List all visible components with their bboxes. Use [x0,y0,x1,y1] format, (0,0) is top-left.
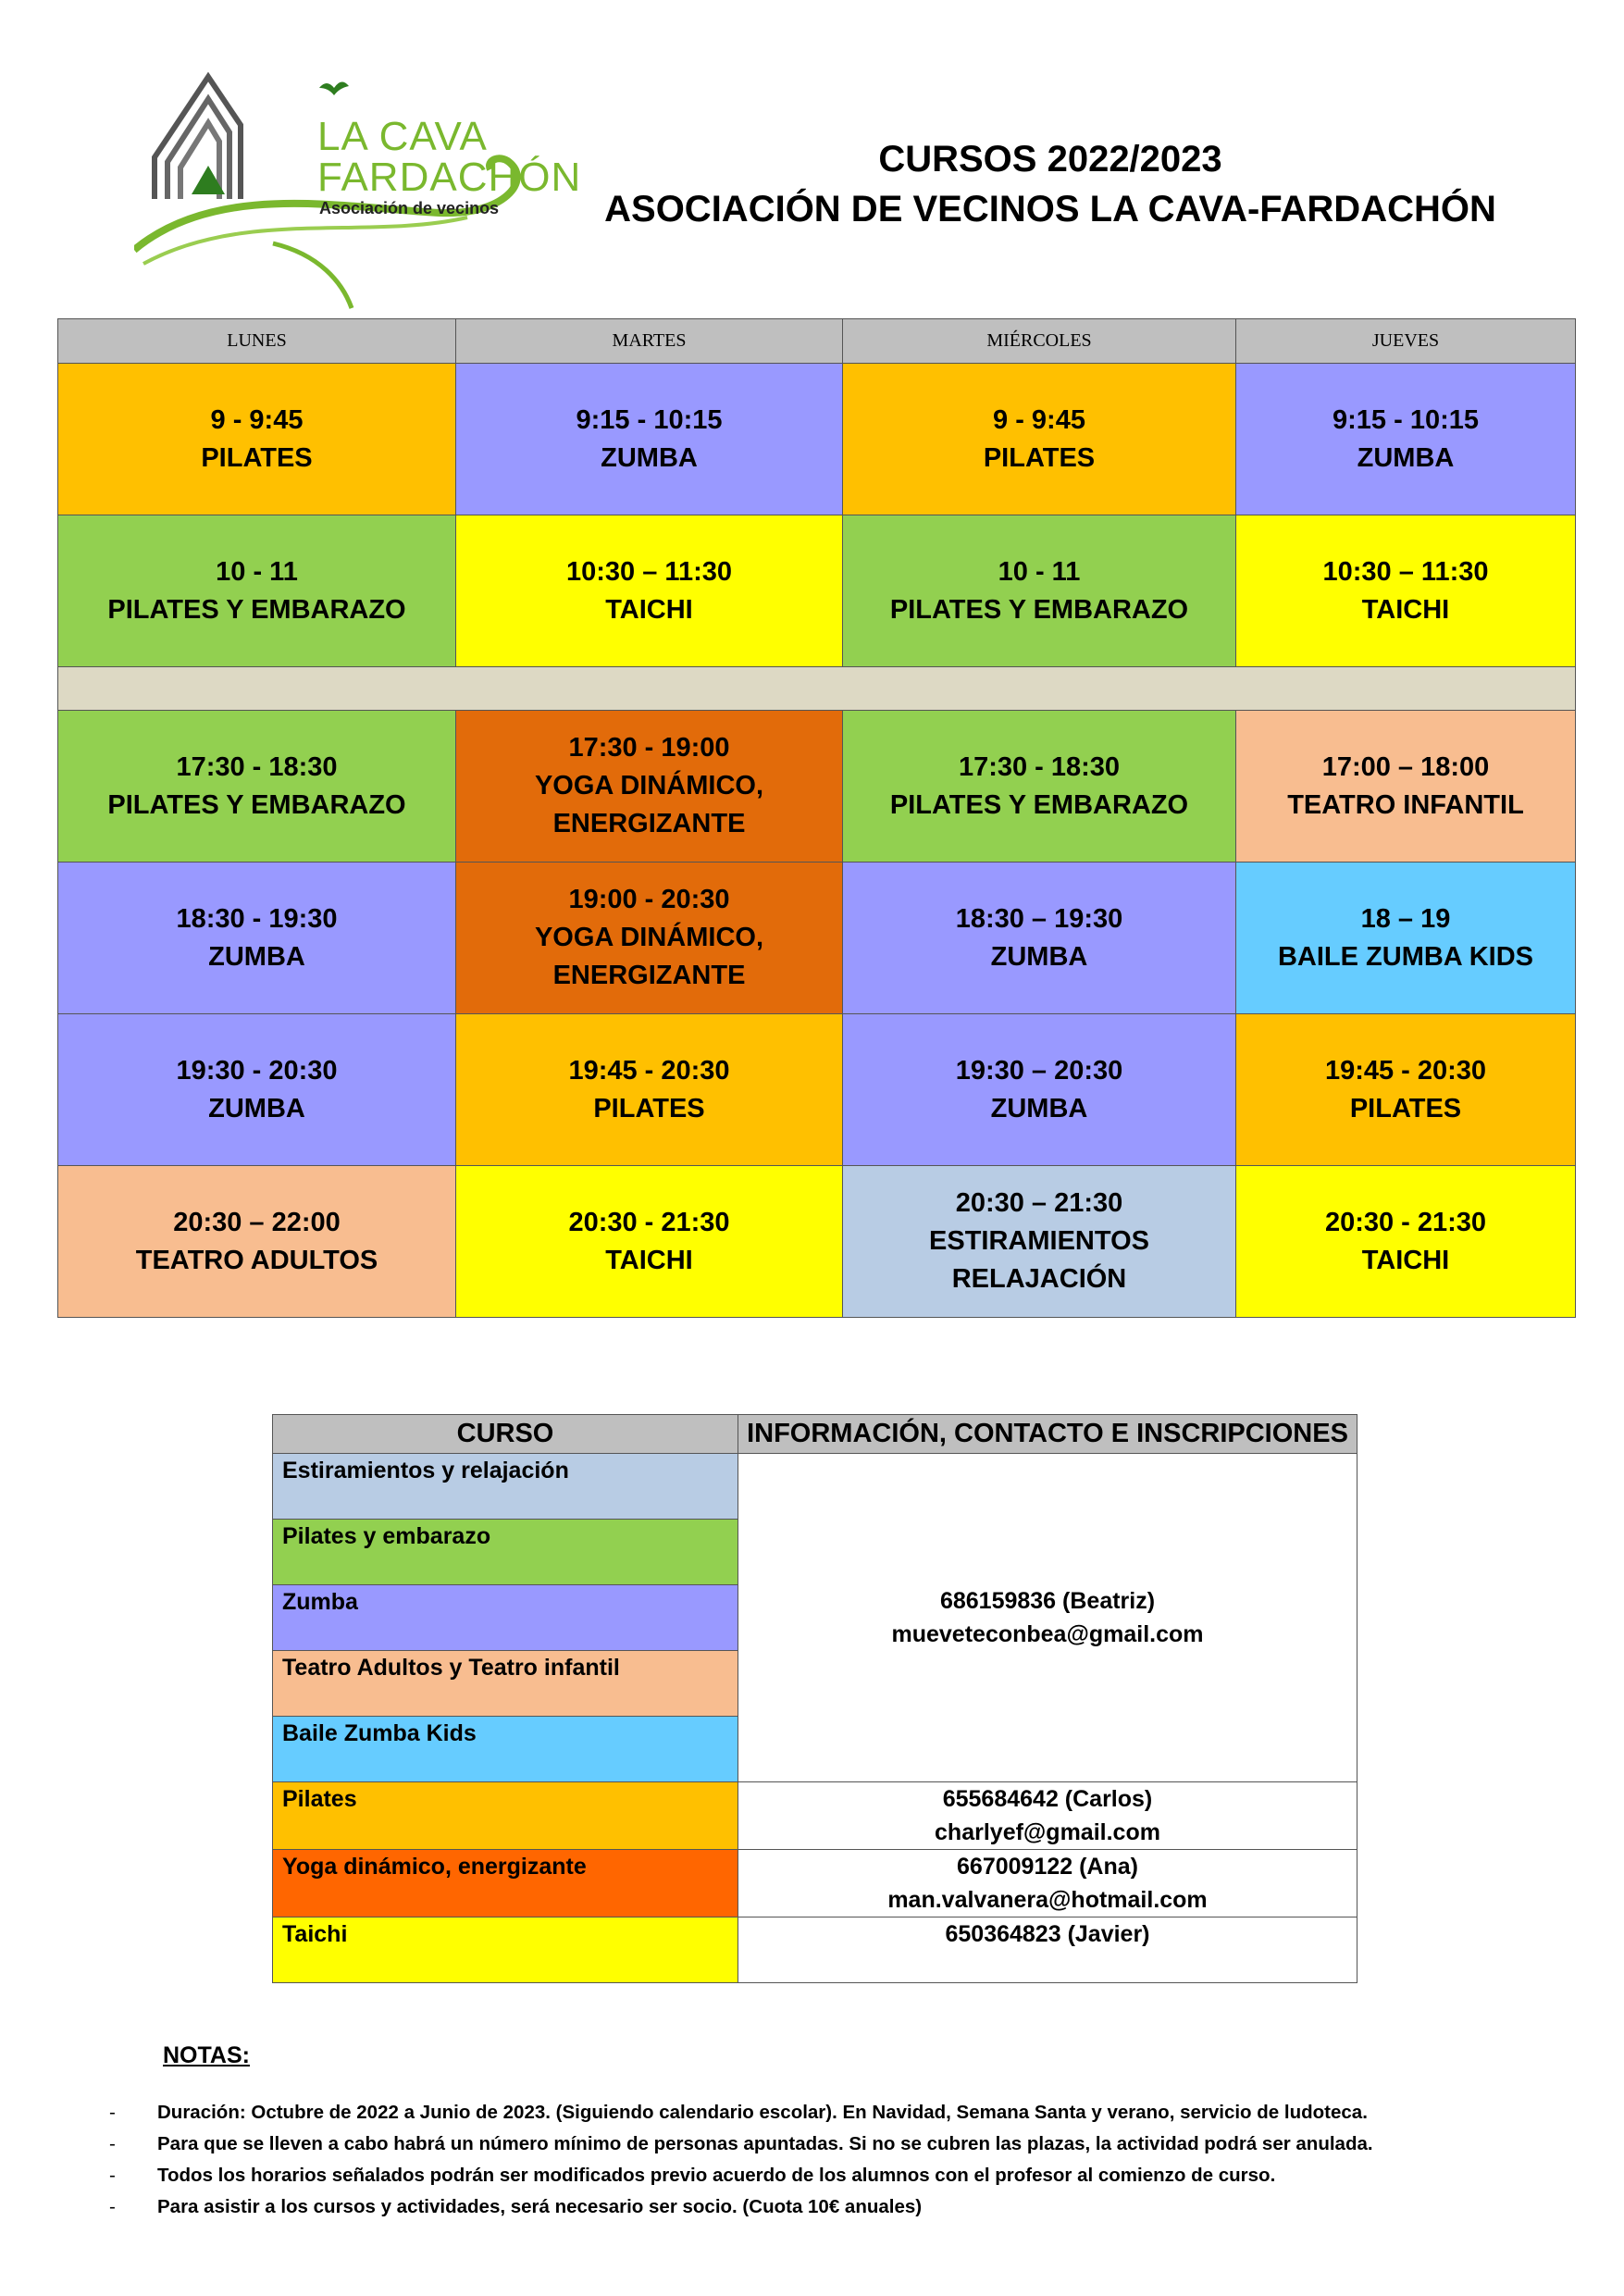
table-row [273,1917,1357,1983]
class-slot-cell [843,863,1236,1014]
class-time: 10:30 – 11:30 [1322,556,1489,587]
class-slot-cell [843,711,1236,863]
contact-phone: 686159836 (Beatriz) [939,1588,1156,1614]
class-time: 20:30 - 21:30 [568,1207,730,1237]
class-name: TAICHI [605,1245,693,1275]
class-name: PILATES [201,442,313,473]
course-cell: Estiramientos y relajación [273,1454,738,1520]
contact-cell-beatriz [738,1454,1357,1782]
schedule-row [58,364,1576,515]
class-name: ZUMBA [990,941,1088,972]
schedule-row [58,1014,1576,1166]
course-cell: Baile Zumba Kids [273,1717,738,1782]
class-slot-cell [843,1166,1236,1318]
class-name: TAICHI [1361,1245,1450,1275]
class-name: TAICHI [605,594,693,625]
class-time: 9:15 - 10:15 [1333,404,1479,435]
class-slot-cell [1236,515,1576,667]
table-row [273,1454,1357,1520]
class-time: 18:30 – 19:30 [955,903,1123,934]
association-logo [134,69,582,319]
class-name: PILATES [593,1093,705,1123]
class-name: PILATES Y EMBARAZO [889,594,1189,625]
class-time: 17:00 – 18:00 [1321,751,1490,782]
class-time: 17:30 - 19:00 [568,733,730,763]
title-line-1: CURSOS 2022/2023 [878,139,1222,180]
class-time: 19:45 - 20:30 [1324,1055,1487,1086]
class-name: TEATRO ADULTOS [135,1245,378,1275]
schedule-row [58,1166,1576,1318]
bullet-dash: - [109,2102,116,2123]
class-time: 19:45 - 20:30 [568,1055,730,1086]
class-name: PILATES Y EMBARAZO [107,789,406,820]
schedule-table [57,318,1576,1318]
midday-separator-row [58,667,1576,711]
class-time: 9:15 - 10:15 [576,404,723,435]
class-name: PILATES Y EMBARAZO [107,594,406,625]
class-slot-cell [456,1014,843,1166]
contact-cell-carlos [738,1782,1357,1850]
class-time: 20:30 – 22:00 [173,1207,341,1237]
course-cell: Teatro Adultos y Teatro infantil [273,1651,738,1717]
contact-header-row [273,1415,1357,1454]
title-line-2: ASOCIACIÓN DE VECINOS LA CAVA-FARDACHÓN [604,189,1496,230]
class-time: 20:30 - 21:30 [1324,1207,1487,1237]
table-row [273,1850,1357,1917]
note-item [102,2128,1373,2160]
class-name: ZUMBA [208,1093,305,1123]
class-slot-cell [58,1014,456,1166]
bullet-dash: - [109,2165,116,2186]
class-slot-cell [456,1166,843,1318]
day-header: MIÉRCOLES [843,319,1236,364]
class-slot-cell [456,711,843,863]
class-slot-cell [456,863,843,1014]
notes-list [102,2097,1373,2223]
class-slot-cell [58,1166,456,1318]
class-name: ZUMBA [1357,442,1455,473]
class-slot-cell [58,515,456,667]
class-name: PILATES [983,442,1096,473]
schedule-row [58,863,1576,1014]
contact-table [272,1414,1357,1983]
contact-email: charlyef@gmail.com [935,1819,1160,1845]
day-header: JUEVES [1236,319,1576,364]
class-name: ZUMBA [990,1093,1088,1123]
table-row [273,1782,1357,1850]
class-slot-cell [456,364,843,515]
schedule-header-row [58,319,1576,364]
class-time: 17:30 - 18:30 [176,751,338,782]
notes-title: NOTAS: [163,2042,250,2068]
bullet-dash: - [109,2133,116,2154]
course-cell: Pilates [273,1782,738,1850]
course-cell: Taichi [273,1917,738,1983]
class-slot-cell [1236,711,1576,863]
bullet-dash: - [109,2196,116,2217]
class-slot-cell [843,515,1236,667]
note-item [102,2160,1373,2191]
class-name: YOGA DINÁMICO, [534,771,764,800]
contact-phone: 650364823 (Javier) [945,1921,1150,1947]
schedule-row [58,515,1576,667]
note-item [102,2097,1373,2128]
note-text: Para que se lleven a cabo habrá un número mínimo de personas apuntadas. Si no se cubren las plazas, la actividad podrá ser anulada. [157,2133,1373,2154]
contact-cell-javier [738,1917,1357,1983]
class-time: 19:30 - 20:30 [176,1055,338,1086]
contact-phone: 667009122 (Ana) [957,1854,1138,1880]
course-column-header: CURSO [273,1415,738,1454]
contact-cell-ana [738,1850,1357,1917]
class-time: 17:30 - 18:30 [958,751,1121,782]
class-time: 18 – 19 [1360,903,1451,934]
class-time: 20:30 – 21:30 [955,1188,1123,1218]
class-time: 19:30 – 20:30 [955,1055,1123,1086]
class-name: BAILE ZUMBA KIDS [1277,941,1534,972]
schedule-row [58,711,1576,863]
course-cell: Yoga dinámico, energizante [273,1850,738,1917]
class-name: TEATRO INFANTIL [1287,789,1524,820]
contact-email: mueveteconbea@gmail.com [891,1621,1204,1647]
note-text: Duración: Octubre de 2022 a Junio de 2023. (Siguiendo calendario escolar). En Navidad, Semana Santa y verano, servicio de ludoteca. [157,2102,1368,2123]
contact-phone: 655684642 (Carlos) [942,1786,1153,1812]
contact-column-header: INFORMACIÓN, CONTACTO E INSCRIPCIONES [738,1415,1357,1454]
class-name: ZUMBA [601,442,698,473]
class-slot-cell [456,515,843,667]
contact-email: man.valvanera@hotmail.com [887,1887,1208,1913]
day-header: LUNES [58,319,456,364]
logo-line-1: LA CAVA [317,114,488,159]
class-name: PILATES Y EMBARAZO [889,789,1189,820]
class-time: 9 - 9:45 [210,404,304,435]
class-name: ENERGIZANTE [552,961,746,990]
class-slot-cell [58,364,456,515]
class-name: YOGA DINÁMICO, [534,923,764,952]
class-time: 18:30 - 19:30 [176,903,338,934]
class-name: ENERGIZANTE [552,809,746,838]
class-name: ESTIRAMIENTOS [929,1226,1149,1256]
page-title [518,134,1582,234]
class-name: PILATES [1349,1093,1462,1123]
class-time: 10 - 11 [216,556,298,587]
class-slot-cell [843,364,1236,515]
class-time: 19:00 - 20:30 [568,885,730,914]
midday-separator [58,667,1576,711]
class-slot-cell [1236,863,1576,1014]
class-time: 9 - 9:45 [993,404,1085,435]
day-header: MARTES [456,319,843,364]
class-time: 10:30 – 11:30 [566,556,732,587]
class-name: TAICHI [1361,594,1450,625]
note-item [102,2191,1373,2223]
class-slot-cell [1236,1014,1576,1166]
course-cell: Pilates y embarazo [273,1520,738,1585]
class-slot-cell [1236,364,1576,515]
class-slot-cell [58,863,456,1014]
note-text: Todos los horarios señalados podrán ser modificados previo acuerdo de los alumnos con el profesor al comienzo de curso. [157,2165,1276,2186]
schedule-body [58,364,1576,1318]
class-slot-cell [58,711,456,863]
class-name: RELAJACIÓN [951,1264,1127,1294]
logo-subtitle: Asociación de vecinos [319,199,500,217]
course-cell: Zumba [273,1585,738,1651]
note-text: Para asistir a los cursos y actividades, será necesario ser socio. (Cuota 10€ anuales) [157,2196,923,2217]
logo-line-2: FARDACHÓN [317,155,582,200]
class-name: ZUMBA [208,941,305,972]
class-slot-cell [1236,1166,1576,1318]
class-slot-cell [843,1014,1236,1166]
class-time: 10 - 11 [998,556,1081,587]
